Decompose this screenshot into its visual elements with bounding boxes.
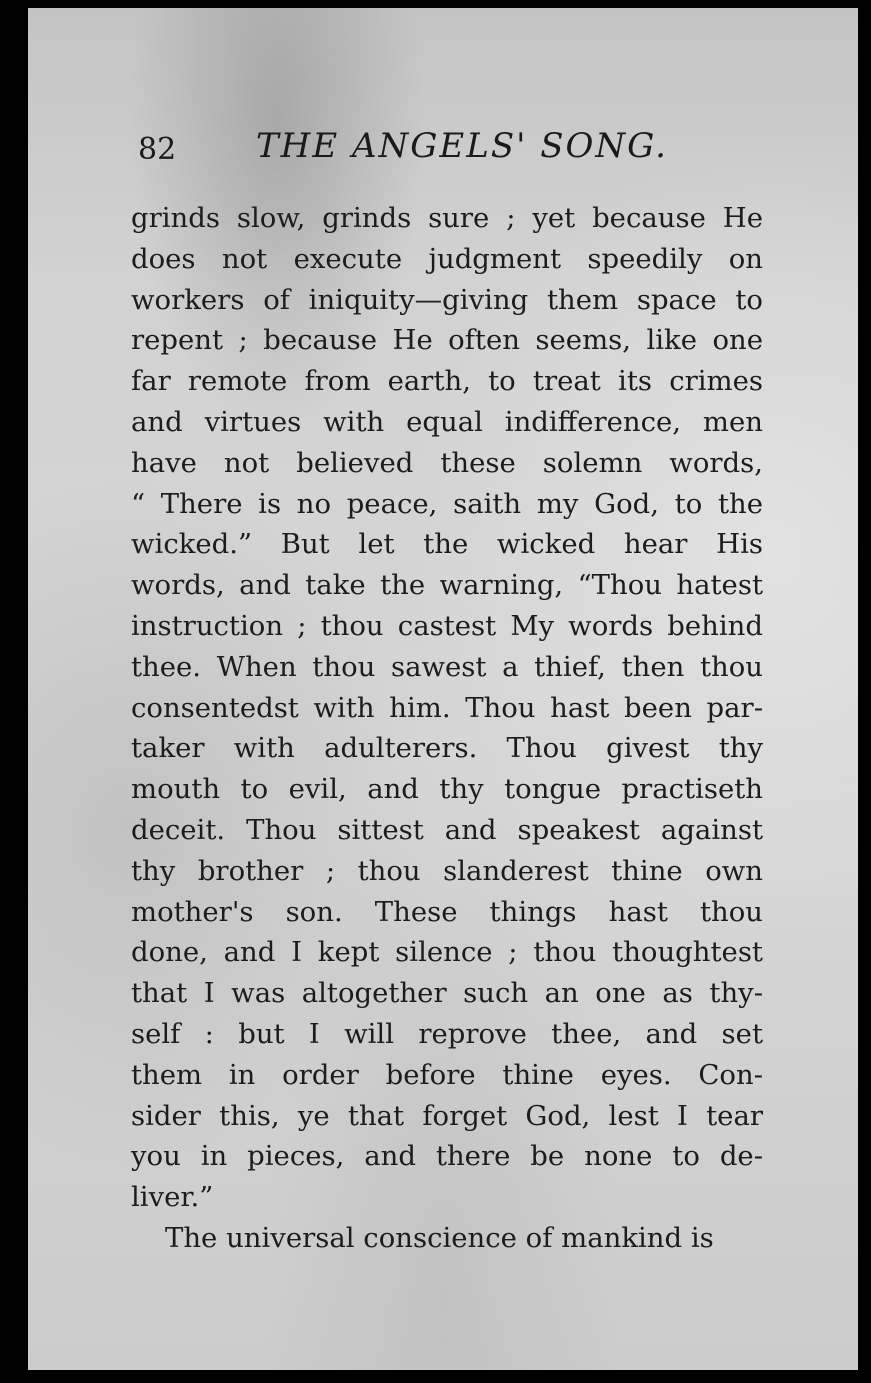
text-line: thee. When thou sawest a thief, then thou (131, 650, 763, 683)
text-line: does not execute judgment speedily on (131, 242, 763, 275)
text-line: deceit. Thou sittest and speakest against (131, 813, 763, 846)
text-line: that I was altogether such an one as thy- (131, 977, 763, 1010)
page-header (138, 126, 778, 176)
text-line: thy brother ; thou slanderest thine own (131, 854, 763, 887)
text-line: grinds slow, grinds sure ; yet because He (131, 202, 763, 234)
text-line: words, and take the warning, “Thou hatest (131, 569, 763, 602)
text-line: have not believed these solemn words, (131, 446, 763, 479)
text-line: done, and I kept silence ; thou thoughtest (131, 936, 763, 969)
text-line: self : but I will reprove thee, and set (131, 1017, 763, 1050)
text-line: taker with adulterers. Thou givest thy (131, 732, 763, 765)
body-text (131, 198, 763, 1259)
text-line: instruction ; thou castest My words behind (131, 609, 763, 642)
book-page (28, 8, 858, 1370)
text-line: liver.” (131, 1181, 214, 1214)
text-line: “ There is no peace, saith my God, to the (131, 487, 763, 520)
text-line: far remote from earth, to treat its crimes (131, 365, 763, 398)
text-line: wicked.” But let the wicked hear His (131, 528, 763, 561)
text-line: and virtues with equal indifference, men (131, 405, 763, 438)
text-line: workers of iniquity—giving them space to (131, 283, 763, 316)
text-line: them in order before thine eyes. Con- (131, 1058, 763, 1091)
text-line: consentedst with him. Thou hast been par- (131, 691, 763, 724)
running-title: THE ANGELS' SONG. (256, 126, 668, 166)
text-line: sider this, ye that forget God, lest I tear (131, 1099, 763, 1132)
text-line: The universal conscience of mankind is (165, 1221, 714, 1254)
text-line: mouth to evil, and thy tongue practiseth (131, 773, 763, 806)
text-line: you in pieces, and there be none to de- (131, 1140, 763, 1173)
page-number: 82 (138, 132, 177, 167)
text-line: repent ; because He often seems, like one (131, 324, 763, 357)
text-line: mother's son. These things hast thou (131, 895, 763, 928)
